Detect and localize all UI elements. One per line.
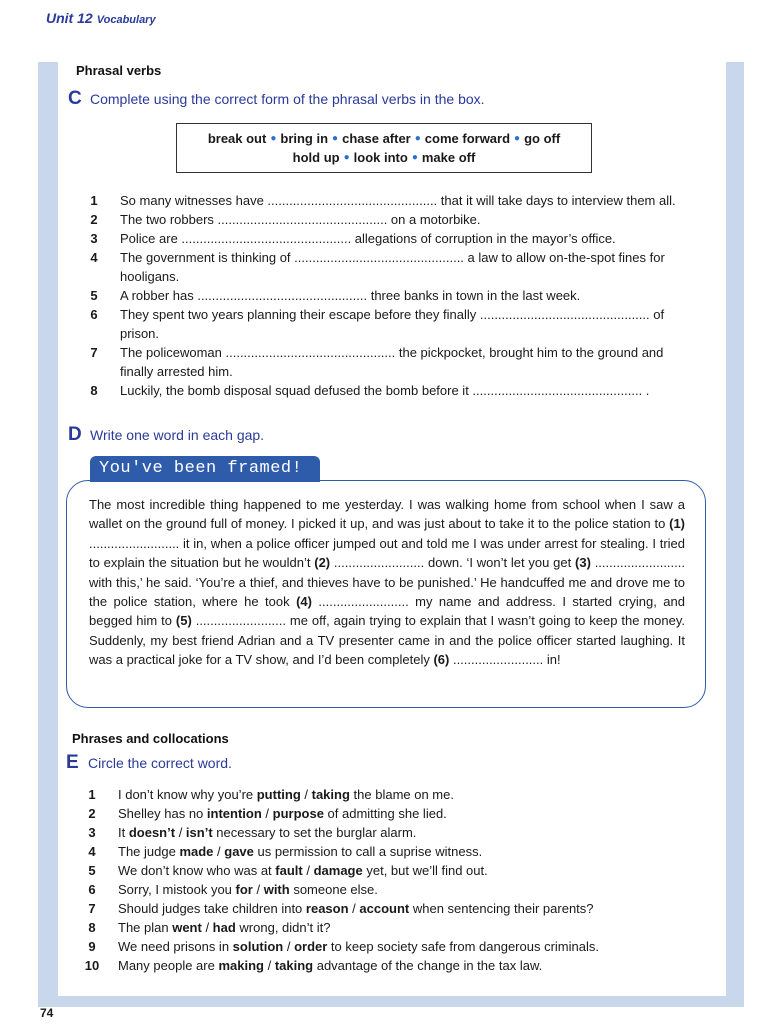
word-option: make off <box>421 150 476 165</box>
item-text: yet, but we’ll find out. <box>362 863 488 878</box>
item-text: . <box>642 383 650 398</box>
item-text: Luckily, the bomb disposal squad defused the bomb before it <box>120 383 473 398</box>
section-title-phrasal-verbs: Phrasal verbs <box>76 63 162 78</box>
item-text: three banks in town in the last week. <box>367 288 581 303</box>
option-one[interactable]: putting <box>256 787 301 802</box>
item-text: I don’t know why you’re <box>118 787 257 802</box>
item-number: 4 <box>90 250 98 265</box>
list-item: 4 The judge made / gave us permission to call a suprise witness. <box>80 842 700 861</box>
task-letter: E <box>66 752 79 773</box>
option-one[interactable]: for <box>235 882 253 897</box>
item-text: to keep society safe from dangerous criminals. <box>327 939 599 954</box>
word-option: hold up <box>292 150 340 165</box>
option-two[interactable]: with <box>263 882 290 897</box>
answer-gap[interactable]: ............................................... <box>181 231 352 246</box>
answer-gap[interactable]: ............................................... <box>225 345 396 360</box>
item-text: So many witnesses have <box>120 193 268 208</box>
item-number: 8 <box>88 920 96 935</box>
item-text: allegations of corruption in the mayor’s office. <box>351 231 616 246</box>
option-one[interactable]: went <box>172 920 202 935</box>
item-number: 9 <box>88 939 96 954</box>
option-two[interactable]: account <box>359 901 410 916</box>
option-two[interactable]: purpose <box>272 806 324 821</box>
option-two[interactable]: order <box>294 939 328 954</box>
item-number: 3 <box>88 825 96 840</box>
list-item <box>82 381 692 400</box>
item-text: The government is thinking of <box>120 250 295 265</box>
unit-label: Unit 12 <box>46 10 93 26</box>
bullet-icon: ● <box>514 133 521 144</box>
word-option: bring in <box>280 131 329 146</box>
bullet-icon: ● <box>270 133 277 144</box>
story-text[interactable]: ......................... in! <box>449 652 561 668</box>
item-text: The judge <box>118 844 180 859</box>
option-one[interactable]: making <box>218 958 264 973</box>
word-option: come forward <box>424 131 511 146</box>
option-one[interactable]: fault <box>275 863 303 878</box>
item-text: The policewoman <box>120 345 226 360</box>
task-c-heading <box>68 88 485 110</box>
item-text: Should judges take children into <box>118 901 306 916</box>
list-item <box>82 210 692 229</box>
item-text: someone else. <box>289 882 378 897</box>
task-instruction: Write one word in each gap. <box>90 427 265 443</box>
item-number: 10 <box>84 958 100 973</box>
section-label: Vocabulary <box>96 14 156 26</box>
answer-gap[interactable]: ............................................... <box>472 383 643 398</box>
answer-gap[interactable]: ............................................... <box>267 193 438 208</box>
story-text[interactable]: ......................... me off, again trying to explain that I wasn’t going to keep the money. Suddenly, my best friend Adrian and a TV presenter came in and the police officer started laughing. It was a practical joke for a TV show, and I’d been completely <box>89 613 685 668</box>
item-text: We need prisons in <box>118 939 233 954</box>
item-text: the blame on me. <box>349 787 454 802</box>
option-two[interactable]: isn’t <box>185 825 213 840</box>
list-item: 8 The plan went / had wrong, didn’t it? <box>80 918 700 937</box>
unit-header <box>46 10 156 28</box>
word-option: go off <box>524 131 561 146</box>
list-item: 2 Shelley has no intention / purpose of admitting she lied. <box>80 804 700 823</box>
task-letter: C <box>68 88 82 109</box>
bullet-icon: ● <box>414 133 421 144</box>
item-number: 7 <box>90 345 98 360</box>
story-text[interactable]: ......................... down. ‘I won’t let you get <box>330 555 576 571</box>
option-two[interactable]: taking <box>274 958 314 973</box>
story-text[interactable]: ......................... it in, when a police officer jumped out and told me I was under arrest for stealing. I tried to explain the situation but he wouldn’t <box>89 535 685 571</box>
bullet-icon: ● <box>411 152 418 163</box>
item-text: that it will take days to interview them all. <box>437 193 676 208</box>
item-text: the pickpocket, brought him to the ground and finally arrested him. <box>120 345 664 379</box>
page-number: 74 <box>40 1006 54 1020</box>
task-instruction: Circle the correct word. <box>88 755 232 771</box>
phrasal-exercise-list <box>82 191 692 400</box>
item-number: 5 <box>88 863 96 878</box>
item-text: The two robbers <box>120 212 218 227</box>
item-number: 1 <box>90 193 98 208</box>
item-text: We don’t know who was at <box>118 863 276 878</box>
option-two[interactable]: had <box>212 920 236 935</box>
gap-number: (2) <box>314 555 331 571</box>
list-item <box>82 229 692 248</box>
item-number: 7 <box>88 901 96 916</box>
item-number: 2 <box>88 806 96 821</box>
task-d-heading <box>68 424 264 446</box>
list-item <box>82 191 692 210</box>
item-number: 4 <box>88 844 96 859</box>
option-one[interactable]: doesn’t <box>128 825 176 840</box>
collocations-exercise-list <box>80 785 700 975</box>
word-option: break out <box>207 131 267 146</box>
task-letter: D <box>68 424 82 445</box>
section-title-collocations: Phrases and collocations <box>72 731 229 746</box>
list-item: 6 Sorry, I mistook you for / with someone else. <box>80 880 700 899</box>
phrasal-verb-box <box>176 123 592 173</box>
list-item: 7 Should judges take children into reason / account when sentencing their parents? <box>80 899 700 918</box>
list-item: 5 We don’t know who was at fault / damage yet, but we’ll find out. <box>80 861 700 880</box>
item-number: 3 <box>90 231 98 246</box>
list-item: 1 I don’t know why you’re putting / taking the blame on me. <box>80 785 700 804</box>
item-text: A robber has <box>120 288 198 303</box>
story-text[interactable]: ......................... with this,’ he said. ‘You’re a thief, and thieves have to be punished.’ He handcuffed me and drove me to the police station, where he took <box>89 555 685 610</box>
item-text: a law to allow on-the-spot fines for hooligans. <box>120 250 665 284</box>
option-one[interactable]: intention <box>206 806 262 821</box>
list-item: 9 We need prisons in solution / order to keep society safe from dangerous criminals. <box>80 937 700 956</box>
option-one[interactable]: reason <box>305 901 349 916</box>
list-item: 10 Many people are making / taking advantage of the change in the tax law. <box>80 956 700 975</box>
item-number: 8 <box>90 383 98 398</box>
answer-gap[interactable]: ............................................... <box>479 307 650 322</box>
item-text: They spent two years planning their escape before they finally <box>120 307 480 322</box>
list-item <box>82 248 692 286</box>
item-number: 6 <box>88 882 96 897</box>
item-number: 2 <box>90 212 98 227</box>
word-option: look into <box>353 150 408 165</box>
item-number: 5 <box>90 288 98 303</box>
item-text: on a motorbike. <box>387 212 481 227</box>
task-e-heading <box>66 752 232 774</box>
item-text: of admitting she lied. <box>323 806 447 821</box>
gap-number: (4) <box>296 594 312 610</box>
task-instruction: Complete using the correct form of the phrasal verbs in the box. <box>90 91 485 107</box>
item-text: when sentencing their parents? <box>409 901 594 916</box>
item-text: The plan <box>118 920 173 935</box>
answer-gap[interactable]: ............................................... <box>294 250 464 265</box>
list-item <box>82 305 692 343</box>
item-text: wrong, didn’t it? <box>235 920 331 935</box>
option-one[interactable]: solution <box>232 939 284 954</box>
gap-number: (6) <box>433 652 450 668</box>
word-box-line-1 <box>177 129 591 148</box>
item-text: advantage of the change in the tax law. <box>313 958 543 973</box>
list-item <box>82 343 692 381</box>
gap-number: (5) <box>175 613 192 629</box>
option-two[interactable]: damage <box>313 863 363 878</box>
item-text: It <box>118 825 129 840</box>
item-text: of prison. <box>120 307 665 341</box>
item-text: Sorry, I mistook you <box>118 882 236 897</box>
item-text: Many people are <box>118 958 219 973</box>
gap-number: (3) <box>575 555 591 571</box>
option-one[interactable]: made <box>179 844 214 859</box>
answer-gap[interactable]: ............................................... <box>197 288 368 303</box>
story-text: The most incredible thing happened to me yesterday. I was walking home from school when I saw a wallet on the ground full of money. I picked it up, and was just about to take it to the police station to <box>89 497 685 532</box>
list-item: 3 It doesn’t / isn’t necessary to set the burglar alarm. <box>80 823 700 842</box>
item-text: Police are <box>120 231 182 246</box>
story-text[interactable]: ......................... my name and address. I started crying, and begged him to <box>89 594 685 629</box>
list-item <box>82 286 692 305</box>
item-text: Shelley has no <box>118 806 207 821</box>
answer-gap[interactable]: ............................................... <box>217 212 388 227</box>
option-two[interactable]: taking <box>311 787 350 802</box>
word-option: chase after <box>342 131 411 146</box>
item-number: 1 <box>88 787 96 802</box>
item-text: us permission to call a suprise witness. <box>253 844 483 859</box>
gap-number: (1) <box>669 516 685 532</box>
word-box-line-2 <box>177 148 591 167</box>
bullet-icon: ● <box>343 152 350 163</box>
story-title-tab: You've been framed! <box>90 456 320 482</box>
option-two[interactable]: gave <box>224 844 254 859</box>
story-text-box <box>66 480 706 708</box>
item-text: necessary to set the burglar alarm. <box>212 825 417 840</box>
bullet-icon: ● <box>332 133 339 144</box>
item-number: 6 <box>90 307 98 322</box>
